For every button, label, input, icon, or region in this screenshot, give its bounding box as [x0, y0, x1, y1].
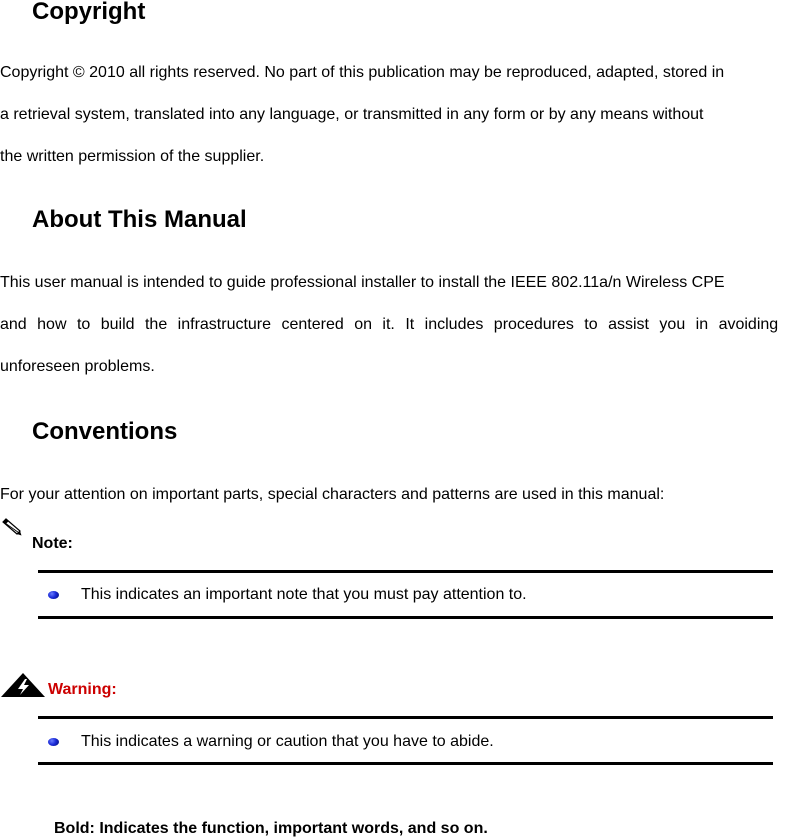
- bold-convention-text: Bold: Indicates the function, important words, and so on.: [54, 820, 488, 837]
- warning-item: [48, 732, 494, 752]
- pencil-icon: [0, 518, 22, 536]
- warning-bottom-rule: [38, 762, 773, 765]
- note-bottom-rule: [38, 616, 773, 619]
- copyright-line-1: Copyright © 2010 all rights reserved. No part of this publication may be reproduced, adapted, stored in: [0, 64, 725, 81]
- note-text: This indicates an important note that you must pay attention to.: [81, 586, 527, 603]
- about-line-3: unforeseen problems.: [0, 358, 155, 375]
- conventions-intro: For your attention on important parts, special characters and patterns are used in this manual:: [0, 486, 665, 503]
- about-line-2: and how to build the infrastructure centered on it. It includes procedures to assist you in avoiding: [0, 316, 779, 333]
- note-top-rule: [38, 570, 773, 573]
- warning-label: Warning:: [48, 681, 117, 698]
- warning-text: This indicates a warning or caution that you have to abide.: [81, 733, 494, 750]
- bullet-icon: [48, 591, 59, 599]
- warning-top-rule: [38, 716, 773, 719]
- copyright-line-2: a retrieval system, translated into any language, or transmitted in any form or by any means without: [0, 106, 704, 123]
- bullet-icon: [48, 738, 59, 746]
- copyright-heading: Copyright: [32, 0, 146, 25]
- note-item: [48, 585, 527, 605]
- copyright-line-3: the written permission of the supplier.: [0, 148, 265, 165]
- warning-triangle-icon: [0, 672, 46, 698]
- conventions-heading: Conventions: [32, 418, 178, 445]
- note-label: Note:: [32, 535, 73, 552]
- about-line-1: This user manual is intended to guide professional installer to install the IEEE 802.11a/n Wireless CPE: [0, 274, 725, 291]
- about-heading: About This Manual: [32, 206, 247, 233]
